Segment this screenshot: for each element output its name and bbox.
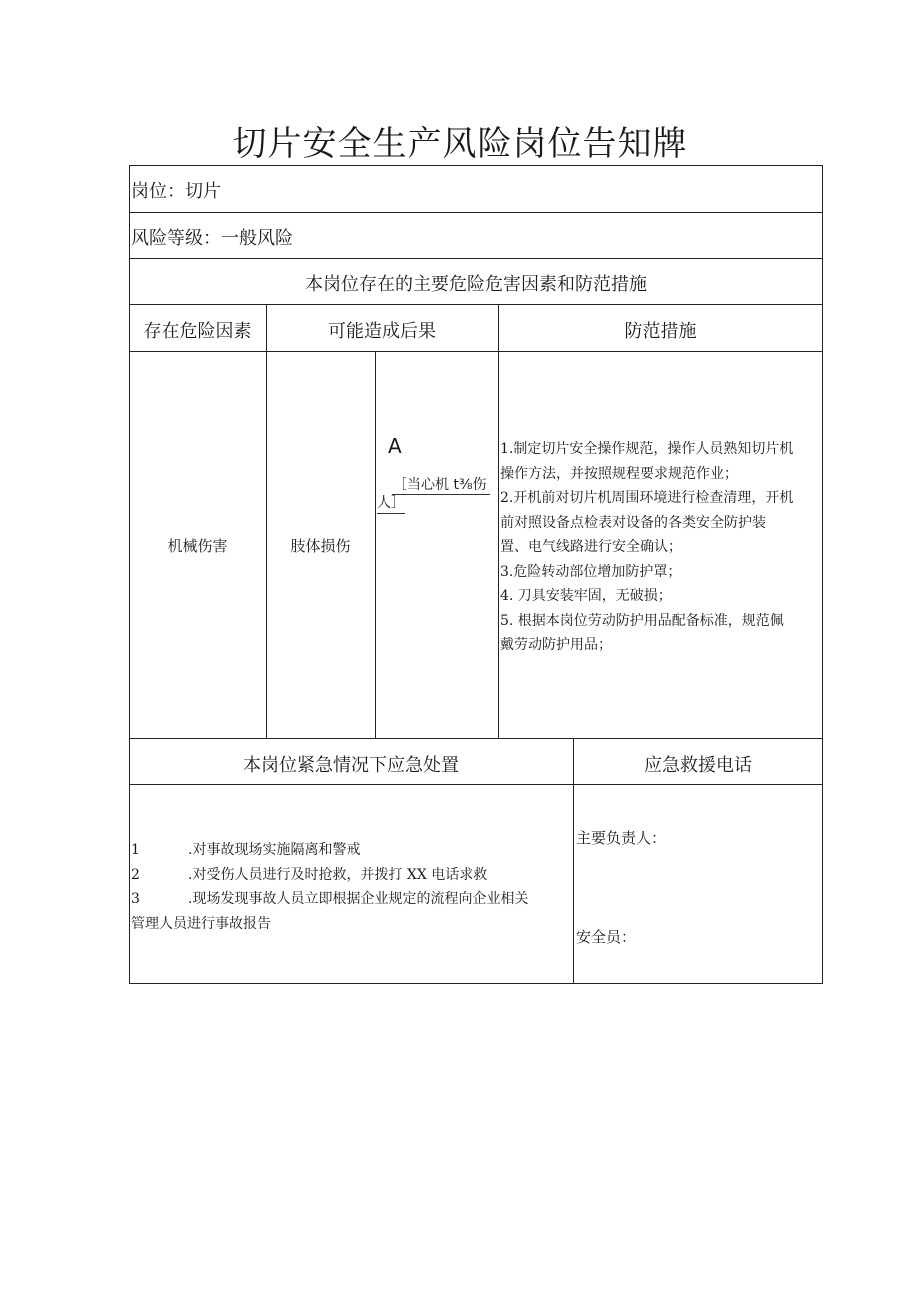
emergency-item-text: .对受伤人员进行及时抢救，并拨打 XX 电话求救 (188, 866, 488, 883)
measures-list (500, 437, 793, 658)
measure-line: 前对照设备点检表对设备的各类安全防护装 (500, 514, 766, 531)
page-title: 切片安全生产风险岗位告知牌 (232, 124, 688, 164)
column-divider (375, 351, 376, 738)
measure-line: 操作方法，并按照规程要求规范作业； (500, 465, 738, 482)
hazards-section-title: 本岗位存在的主要危险危害因素和防范措施 (305, 274, 647, 295)
row-divider (129, 351, 823, 352)
safety-officer-contact: 安全员： (576, 928, 637, 946)
measure-line: 2.开机前对切片机周围环境进行检查清理，开机 (500, 490, 794, 506)
row-divider (129, 738, 823, 739)
emergency-item-number: 3 (131, 891, 140, 907)
emergency-item-text: .对事故现场实施隔离和警戒 (188, 842, 361, 858)
emergency-item (131, 838, 528, 863)
consequence-value: 肢体损伤 (290, 537, 351, 555)
hazard-column-header: 存在危险因素 (143, 321, 252, 342)
consequence-column-header: 可能造成后果 (328, 321, 436, 342)
rescue-section-title: 应急救援电话 (644, 755, 752, 776)
emergency-list (131, 838, 528, 936)
emergency-item-number: 2 (131, 866, 140, 883)
measure-line: 置、电气线路进行安全确认； (500, 539, 682, 555)
row-divider (129, 784, 823, 785)
sign-underline (377, 513, 405, 514)
row-divider (129, 304, 823, 305)
measure-line: 3.危险转动部位增加防护罩； (500, 563, 682, 580)
warning-sign-line: 人］ (377, 495, 405, 511)
warning-sign-icon: A (388, 434, 402, 458)
row-divider (129, 212, 823, 213)
sign-underline (392, 494, 490, 495)
column-divider (498, 304, 499, 738)
emergency-item-continuation: 管理人员进行事故报告 (131, 915, 271, 932)
manager-contact: 主要负责人： (576, 829, 667, 847)
emergency-item (131, 863, 528, 888)
emergency-section-title: 本岗位紧急情况下应急处置 (243, 755, 459, 776)
risk-level-field: 风险等级：一般风险 (131, 228, 293, 249)
measure-line: 戴劳动防护用品； (500, 637, 612, 653)
warning-sign-line: ［当心机 t⅜伤 (393, 477, 487, 493)
measures-column-header: 防范措施 (624, 321, 697, 342)
measure-line: 5. 根据本岗位劳动防护用品配备标准，规范佩 (500, 612, 784, 629)
column-divider (266, 304, 267, 738)
row-divider (129, 258, 823, 259)
hazard-value: 机械伤害 (167, 537, 228, 555)
measure-line: 4. 刀具安装牢固，无破损； (500, 588, 672, 604)
measure-line: 1.制定切片安全操作规范，操作人员熟知切片机 (500, 441, 794, 457)
emergency-item (131, 887, 528, 912)
emergency-item-text: .现场发现事故人员立即根据企业规定的流程向企业相关 (188, 891, 529, 907)
emergency-item-number: 1 (131, 842, 140, 858)
post-field: 岗位：切片 (131, 181, 221, 202)
